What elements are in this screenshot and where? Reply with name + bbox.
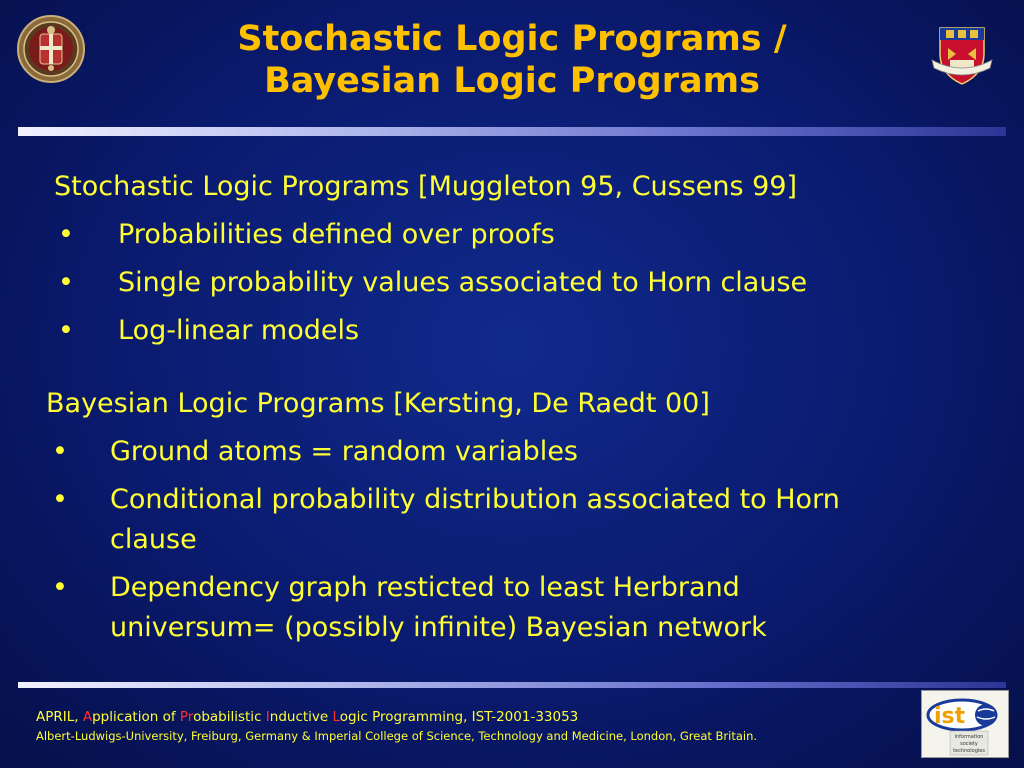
bullet-symbol: • (58, 267, 74, 298)
title-divider (18, 127, 1006, 136)
ist-caption-3: technologies (953, 748, 985, 754)
bullet-text: Single probability values associated to Horn clause (118, 267, 808, 298)
footer-initial-pr: Pr (179, 709, 194, 725)
list-item (46, 428, 946, 476)
bullet-symbol: • (52, 484, 68, 515)
ist-logo-text: ist (934, 704, 966, 729)
list-item (54, 307, 954, 355)
ist-logo (921, 690, 1009, 758)
slp-heading: Stochastic Logic Programs [Muggleton 95, Cussens 99] (54, 171, 798, 202)
university-seal-logo (16, 14, 86, 84)
footer-divider (18, 682, 1006, 688)
bullet-symbol: • (52, 572, 68, 603)
bullet-text: Conditional probability distribution associated to Horn clause (110, 484, 840, 555)
footer-word-probabilistic: obabilistic (193, 709, 266, 725)
ist-caption-1: information (954, 734, 984, 740)
ist-caption-2: society (960, 741, 978, 747)
footer-project-line (36, 707, 757, 727)
footer-word-inductive: nductive (269, 709, 333, 725)
title-line-2: Bayesian Logic Programs (264, 61, 760, 101)
footer-initial-i: I (265, 709, 270, 725)
footer-word-logic: ogic Programming, IST-2001-33053 (339, 709, 579, 725)
footer-word-application: pplication of (92, 709, 180, 725)
bullet-text: Dependency graph resticted to least Herbrand universum= (possibly infinite) Bayesian network (110, 572, 767, 643)
list-item (54, 211, 954, 259)
slide-title (150, 18, 874, 102)
footer-initial-a: A (82, 709, 93, 725)
imperial-college-crest-logo (928, 24, 996, 88)
footer-institutions-line: Albert-Ludwigs-University, Freiburg, Germany & Imperial College of Science, Technology and Medicine, London, Great Britain. (36, 729, 758, 743)
list-item (46, 476, 946, 564)
footer-initial-l: L (332, 709, 340, 725)
bullet-text: Probabilities defined over proofs (118, 219, 555, 250)
blp-section (46, 380, 946, 652)
footer-april: APRIL, (36, 709, 83, 725)
slp-section (54, 163, 954, 355)
list-item (54, 259, 954, 307)
title-line-1: Stochastic Logic Programs / (237, 19, 787, 59)
bullet-text: Log-linear models (118, 315, 360, 346)
bullet-symbol: • (58, 315, 74, 346)
bullet-text: Ground atoms = random variables (110, 436, 578, 467)
blp-heading: Bayesian Logic Programs [Kersting, De Raedt 00] (46, 388, 710, 419)
bullet-symbol: • (58, 219, 74, 250)
footer (36, 707, 757, 745)
bullet-symbol: • (52, 436, 68, 467)
list-item (46, 564, 946, 652)
